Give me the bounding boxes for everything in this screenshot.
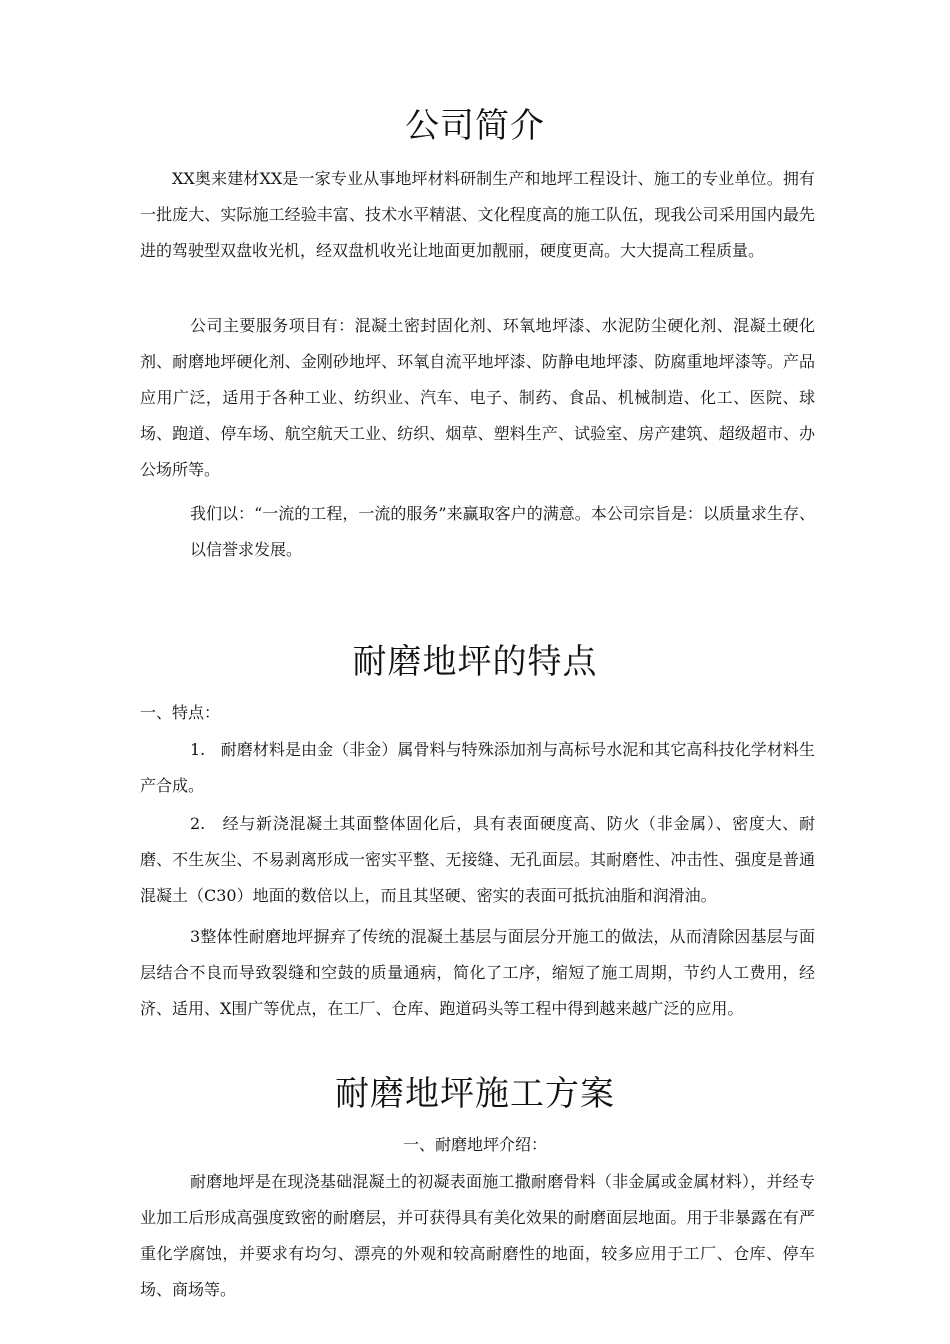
features-title: 耐磨地坪的特点 [352, 642, 598, 682]
company-intro-paragraph-1: XX奥来建材XX是一家专业从事地坪材料研制生产和地坪工程设计、施工的专业单位。拥有一批庞大、实际施工经验丰富、技术水平精湛、文化程度高的施工队伍，现我公司采用国内最先进的驾驶型双盘收光机，经双盘机收光让地面更加靓丽，硬度更高。大大提高工程质量。 [140, 169, 815, 260]
company-intro-title: 公司简介 [405, 106, 545, 146]
feature-item-3: 3整体性耐磨地坪摒弃了传统的混凝土基层与面层分开施工的做法，从而清除因基层与面层结合不良而导致裂缝和空鼓的质量通病，简化了工序，缩短了施工周期，节约人工费用，经济、适用、X围广等优点，在工厂、仓库、跑道码头等工程中得到越来越广泛的应用。 [140, 927, 815, 1018]
feature-item-1: 1. 耐磨材料是由金（非金）属骨料与特殊添加剂与高标号水泥和其它高科技化学材料生产合成。 [140, 740, 815, 795]
construction-plan-subheading: 一、耐磨地坪介绍： [402, 1135, 547, 1154]
construction-plan-paragraph: 耐磨地坪是在现浇基础混凝土的初凝表面施工撒耐磨骨料（非金属或金属材料），并经专业加工后形成高强度致密的耐磨层，并可获得具有美化效果的耐磨面层地面。用于非暴露在有严重化学腐蚀，并要求有均匀、漂亮的外观和较高耐磨性的地面，较多应用于工厂、仓库、停车场、商场等。 [140, 1172, 815, 1299]
construction-plan-title: 耐磨地坪施工方案 [335, 1074, 615, 1114]
company-intro-paragraph-3: 我们以：“一流的工程，一流的服务”来赢取客户的满意。本公司宗旨是：以质量求生存、以信誉求发展。 [190, 504, 815, 559]
company-intro-paragraph-2: 公司主要服务项目有：混凝土密封固化剂、环氧地坪漆、水泥防尘硬化剂、混凝土硬化剂、耐磨地坪硬化剂、金刚砂地坪、环氧自流平地坪漆、防静电地坪漆、防腐重地坪漆等。产品应用广泛，适用于各种工业、纺织业、汽车、电子、制药、食品、机械制造、化工、医院、球场、跑道、停车场、航空航天工业、纺织、烟草、塑料生产、试验室、房产建筑、超级超市、办公场所等。 [140, 316, 815, 479]
feature-item-2: 2. 经与新浇混凝土其面整体固化后，具有表面硬度高、防火（非金属）、密度大、耐磨、不生灰尘、不易剥离形成一密实平整、无接缝、无孔面层。其耐磨性、冲击性、强度是普通混凝土（C30）地面的数倍以上，而且其坚硬、密实的表面可抵抗油脂和润滑油。 [140, 814, 815, 905]
features-subheading: 一、特点： [140, 703, 221, 722]
